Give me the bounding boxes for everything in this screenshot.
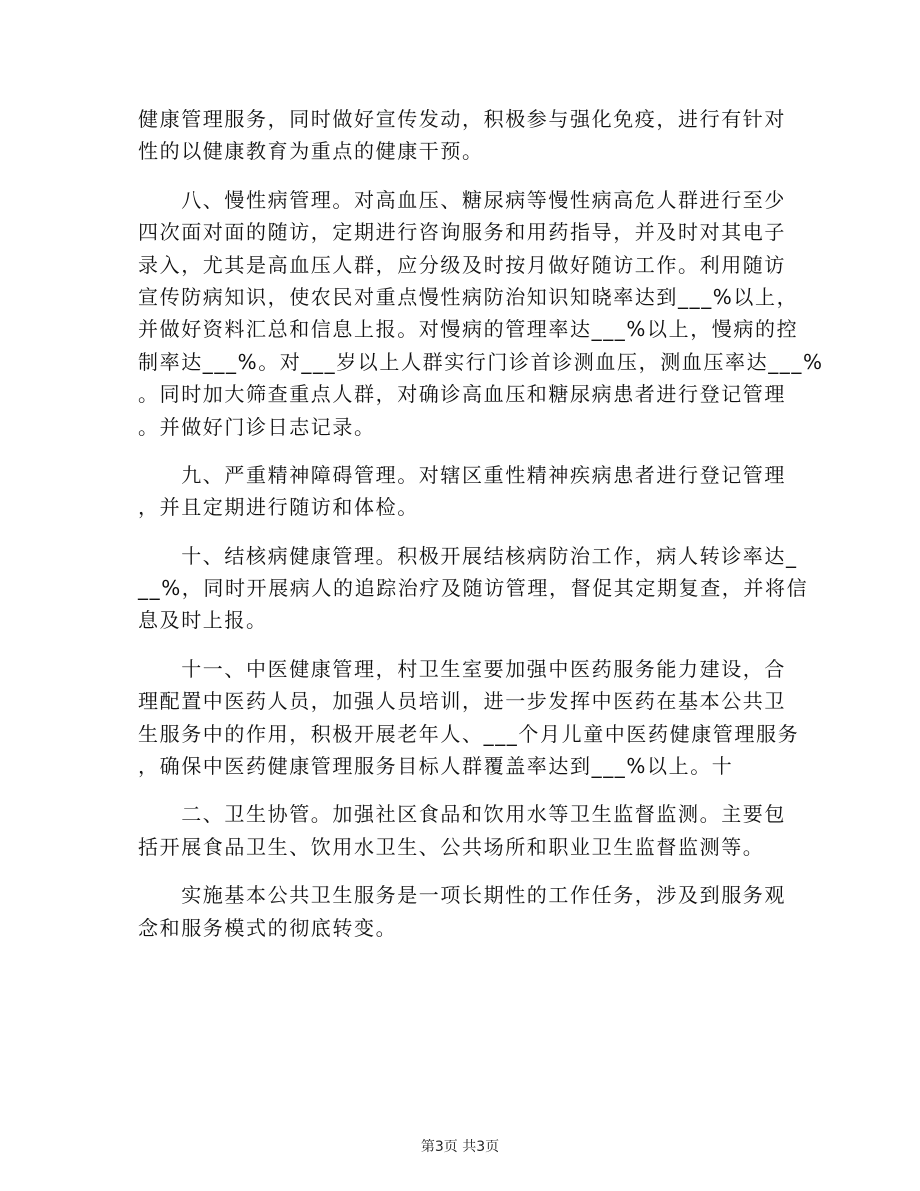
paragraph [138, 459, 788, 524]
text-line: 录入，尤其是高血压人群，应分级及时按月做好随访工作。利用随访 [138, 252, 786, 277]
paragraph [138, 798, 788, 863]
text-line: 息及时上报。 [138, 608, 268, 633]
text-line: 二、卫生协管。加强社区食品和饮用水等卫生监督监测。主要包 [138, 802, 786, 827]
text-line: 十、结核病健康管理。积极开展结核病防治工作，病人转诊率达_ [138, 543, 798, 568]
text-line: ，并且定期进行随访和体检。 [138, 495, 419, 520]
text-line: 性的以健康教育为重点的健康干预。 [138, 139, 484, 164]
text-line: 生服务中的作用，积极开展老年人、___个月儿童中医药健康管理服务 [138, 721, 800, 746]
paragraph [138, 653, 800, 783]
text-line: 四次面对面的随访，定期进行咨询服务和用药指导，并及时对其电子 [138, 220, 786, 245]
text-line: 八、慢性病管理。对高血压、糖尿病等慢性病高危人群进行至少 [138, 187, 786, 212]
paragraph [138, 879, 788, 944]
text-line: 括开展食品卫生、饮用水卫生、公共场所和职业卫生监督监测等。 [138, 834, 765, 859]
text-line: 健康管理服务，同时做好宣传发动，积极参与强化免疫，进行有针对 [138, 107, 786, 131]
text-line: 。同时加大筛查重点人群，对确诊高血压和糖尿病患者进行登记管理 [138, 382, 786, 407]
text-line: 理配置中医药人员，加强人员培训，进一步发挥中医药在基本公共卫 [138, 689, 786, 714]
text-line: 九、严重精神障碍管理。对辖区重性精神疾病患者进行登记管理 [138, 462, 786, 487]
text-line: ，确保中医药健康管理服务目标人群覆盖率达到___%以上。十 [138, 754, 734, 779]
text-line: 十一、中医健康管理，村卫生室要加强中医药服务能力建设，合 [138, 656, 786, 681]
text-line: 宣传防病知识，使农民对重点慢性病防治知识知晓率达到___%以上， [138, 284, 799, 309]
paragraph [138, 184, 824, 443]
text-line: 念和服务模式的彻底转变。 [138, 915, 398, 940]
paragraph [138, 103, 788, 168]
document-body [138, 103, 824, 944]
text-line: __%，同时开展病人的追踪治疗及随访管理，督促其定期复查，并将信 [138, 576, 809, 601]
text-line: 制率达___%。对___岁以上人群实行门诊首诊测血压，测血压率达___% [138, 349, 824, 374]
text-line: 。并做好门诊日志记录。 [138, 414, 376, 439]
page-footer: 第3页 共3页 [420, 1139, 500, 1155]
text-line: 实施基本公共卫生服务是一项长期性的工作任务，涉及到服务观 [138, 883, 786, 908]
paragraph [138, 540, 809, 637]
text-line: 并做好资料汇总和信息上报。对慢病的管理率达___%以上，慢病的控 [138, 317, 799, 342]
